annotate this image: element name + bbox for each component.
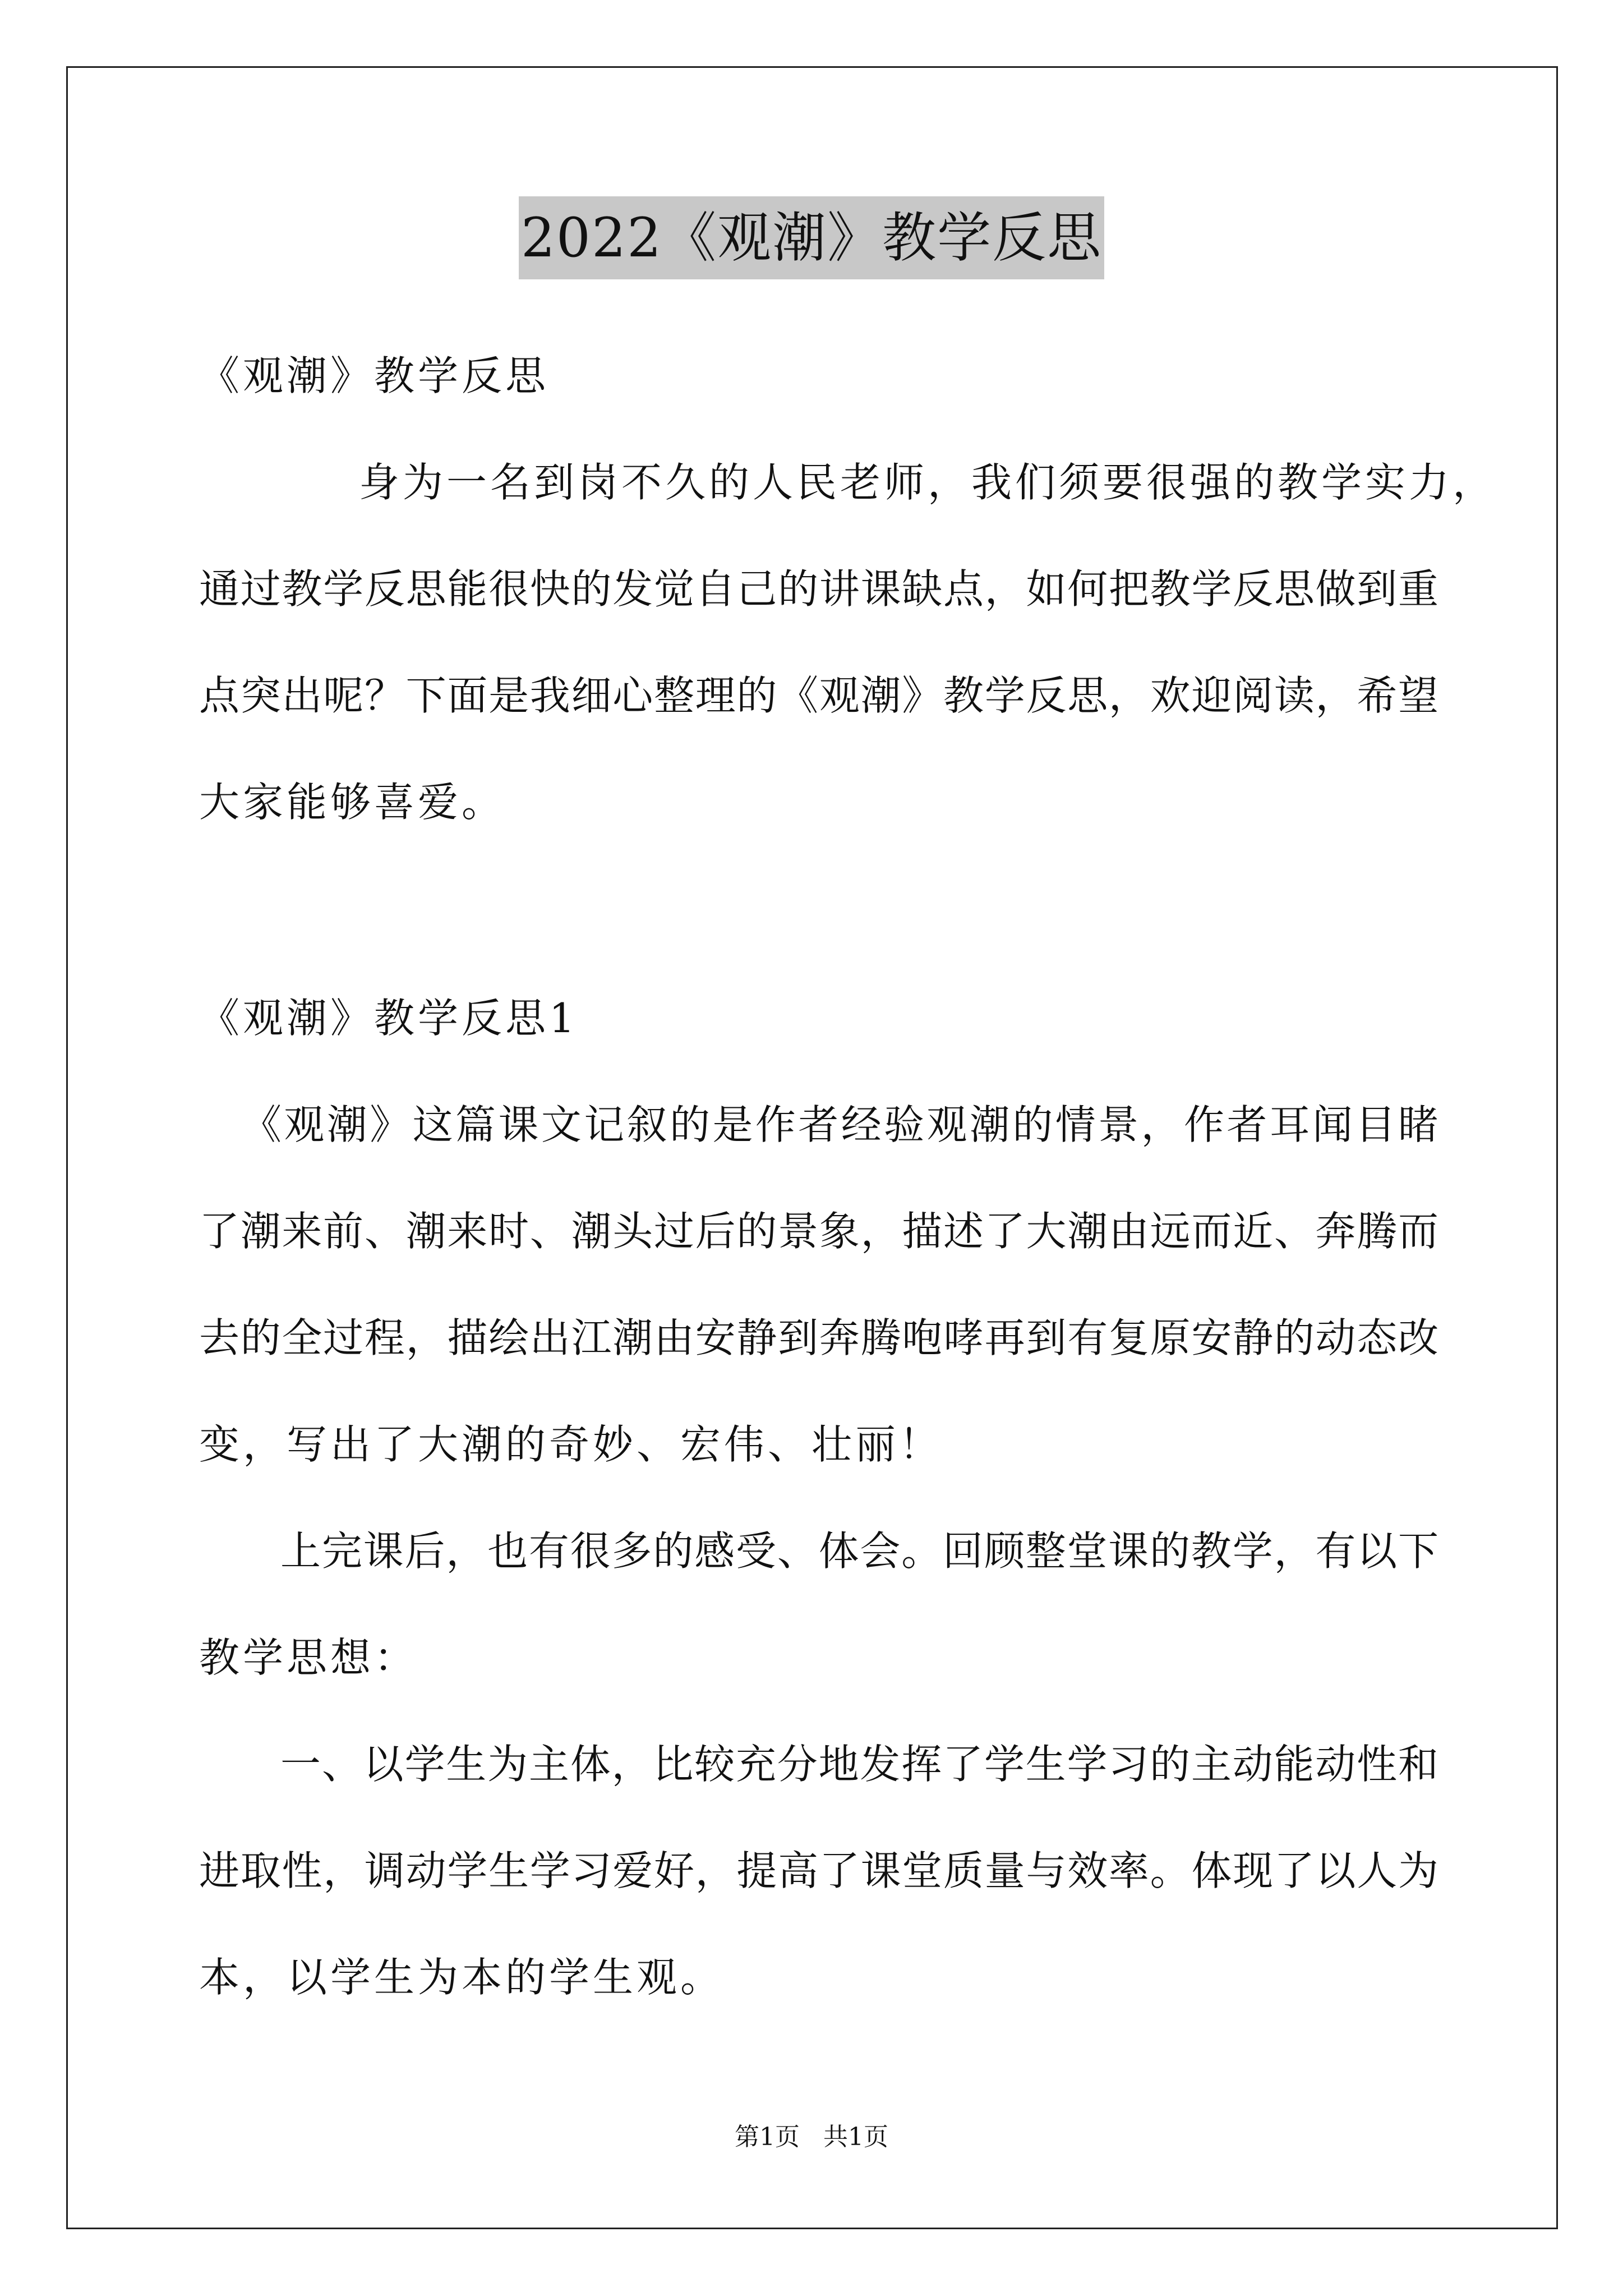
- intro-line-2: 通过教学反思能很快的发觉自己的讲课缺点，如何把教学反思做到重: [199, 565, 1438, 613]
- intro-line-1: 身为一名到岗不久的人民老师，我们须要很强的教学实力，: [359, 459, 1497, 506]
- para1-line-4: 变，写出了大潮的奇妙、宏伟、壮丽！: [199, 1421, 943, 1468]
- para1-line-3: 去的全过程，描绘出江潮由安静到奔腾咆哮再到有复原安静的动态改: [199, 1314, 1438, 1361]
- para2-line-2: 教学思想：: [199, 1634, 418, 1681]
- section-heading: 《观潮》教学反思: [199, 352, 550, 399]
- intro-line-3: 点突出呢？下面是我细心整理的《观潮》教学反思，欢迎阅读，希望: [199, 672, 1438, 719]
- page-number: 第1页: [735, 2123, 800, 2151]
- page-total: 共1页: [823, 2123, 888, 2151]
- page-footer: [0, 2120, 1623, 2154]
- intro-line-4: 大家能够喜爱。: [199, 779, 506, 826]
- para1-line-1: 《观潮》这篇课文记叙的是作者经验观潮的情景，作者耳闻目睹: [241, 1101, 1438, 1148]
- para1-line-2: 了潮来前、潮来时、潮头过后的景象，描述了大潮由远而近、奔腾而: [199, 1208, 1438, 1255]
- document-title: 2022《观潮》教学反思: [519, 196, 1104, 279]
- document-title-block: [0, 196, 1623, 280]
- para3-line-2: 进取性，调动学生学习爱好，提高了课堂质量与效率。体现了以人为: [199, 1847, 1438, 1894]
- para3-line-1: 一、以学生为主体，比较充分地发挥了学生学习的主动能动性和: [280, 1741, 1438, 1788]
- para3-line-3: 本，以学生为本的学生观。: [199, 1954, 725, 2001]
- para2-line-1: 上完课后，也有很多的感受、体会。回顾整堂课的教学，有以下: [280, 1527, 1438, 1575]
- section-heading-1: 《观潮》教学反思1: [199, 995, 578, 1042]
